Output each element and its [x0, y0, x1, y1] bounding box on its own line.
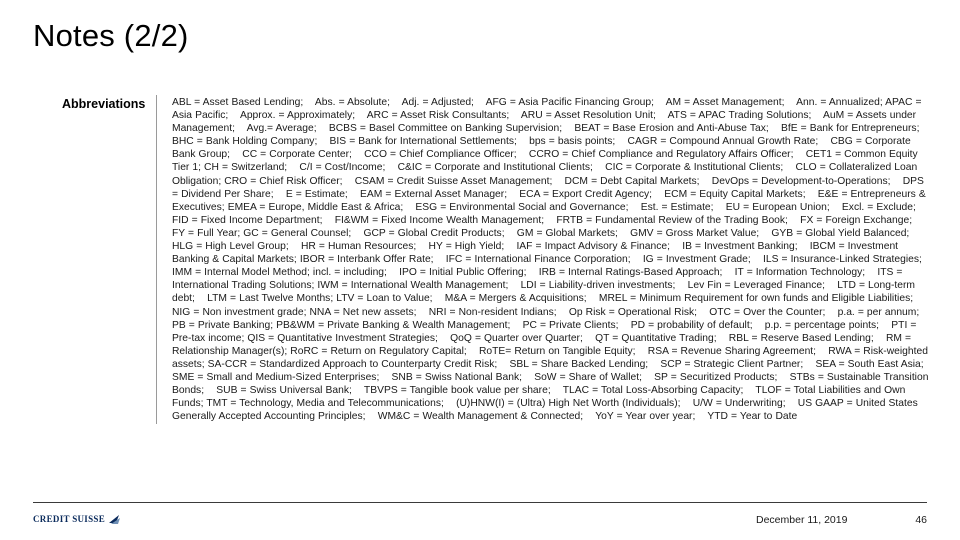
page-number: 46 [915, 514, 927, 526]
slide-title: Notes (2/2) [33, 18, 189, 53]
abbreviations-text: ABL = Asset Based Lending; Abs. = Absolute; Adj. = Adjusted; AFG = Asia Pacific Financing Group; AM = Asset Management; Ann. = Annualized; APAC = Asia Pacific; Approx. = Approximately; ARC = Asset Risk Consultants; ARU = Asset Resolution Unit; ATS = APAC Trading Solutions; AuM = Assets under Management; Avg.= Average; BCBS = Basel Committee on Banking Supervision; BEAT = Base Erosion and Anti-Abuse Tax; BfE = Bank for Entrepreneurs; BHC = Bank Holding Company; BIS = Bank for International Settlements; bps = basis points; CAGR = Compound Annual Growth Rate; CBG = Corporate Bank Group; CC = Corporate Center; CCO = Chief Compliance Officer; CCRO = Chief Compliance and Regulatory Affairs Officer; CET1 = Common Equity Tier 1; CH = Switzerland; C/I = Cost/Income; C&IC = Corporate and Institutional Clients; CIC = Corporate & Institutional Clients; CLO = Collateralized Loan Obligation; CRO = Chief Risk Officer; CSAM = Credit Suisse Asset Management; DCM = Debt Capital Markets; DevOps = Development-to-Operations; DPS = Dividend Per Share; E = Estimate; EAM = External Asset Manager; ECA = Export Credit Agency; ECM = Equity Capital Markets; E&E = Entrepreneurs & Executives; EMEA = Europe, Middle East & Africa; ESG = Environmental Social and Governance; Est. = Estimate; EU = European Union; Excl. = Exclude; FID = Fixed Income Department; FI&WM = Fixed Income Wealth Management; FRTB = Fundamental Review of the Trading Book; FX = Foreign Exchange; FY = Full Year; GC = General Counsel; GCP = Global Credit Products; GM = Global Markets; GMV = Gross Market Value; GYB = Global Yield Balanced; HLG = High Level Group; HR = Human Resources; HY = High Yield; IAF = Impact Advisory & Finance; IB = Investment Banking; IBCM = Investment Banking & Capital Markets; IBOR = Interbank Offer Rate; IFC = International Finance Corporation; IG = Investment Grade; ILS = Insurance-Linked Strategies; IMM = Internal Model Method; incl. = including; IPO = Initial Public Offering; IRB = Internal Ratings-Based Approach; IT = Information Technology; ITS = International Trading Solutions; IWM = International Wealth Management; LDI = Liability-driven investments; Lev Fin = Leveraged Finance; LTD = Long-term debt; LTM = Last Twelve Months; LTV = Loan to Value; M&A = Mergers & Acquisitions; MREL = Minimum Requirement for own funds and Eligible Liabilities; NIG = Non investment grade; NNA = Net new assets; NRI = Non-resident Indians; Op Risk = Operational Risk; OTC = Over the Counter; p.a. = per annum; PB = Private Banking; PB&WM = Private Banking & Wealth Management; PC = Private Clients; PD = probability of default; p.p. = percentage points; PTI = Pre-tax income; QIS = Quantitative Investment Strategies; QoQ = Quarter over Quarter; QT = Quantitative Trading; RBL = Reserve Based Lending; RM = Relationship Manager(s); RoRC = Return on Regulatory Capital; RoTE= Return on Tangible Equity; RSA = Revenue Sharing Agreement; RWA = Risk-weighted assets; SA-CCR = Standardized Approach to Counterparty Credit Risk; SBL = Share Backed Lending; SCP = Strategic Client Partner; SEA = South East Asia; SME = Small and Medium-Sized Enterprises; SNB = Swiss National Bank; SoW = Share of Wallet; SP = Securitized Products; STBs = Sustainable Transition Bonds; SUB = Swiss Universal Bank; TBVPS = Tangible book value per share; TLAC = Total Loss-Absorbing Capacity; TLOF = Total Liabilities and Own Funds; TMT = Technology, Media and Telecommunications; (U)HNW(I) = (Ultra) High Net Worth (Individuals); U/W = Underwriting; US GAAP = United States Generally Accepted Accounting Principles; WM&C = Wealth Management & Connected; YoY = Year over year; YTD = Year to Date [172, 97, 935, 423]
vertical-divider [156, 95, 157, 424]
footer-date: December 11, 2019 [756, 514, 848, 526]
logo-wordmark: CREDIT SUISSE [33, 514, 106, 524]
footer-divider [33, 502, 927, 503]
sails-logo-icon [107, 513, 121, 525]
section-label-abbreviations: Abbreviations [62, 97, 146, 111]
credit-suisse-logo [33, 512, 121, 526]
